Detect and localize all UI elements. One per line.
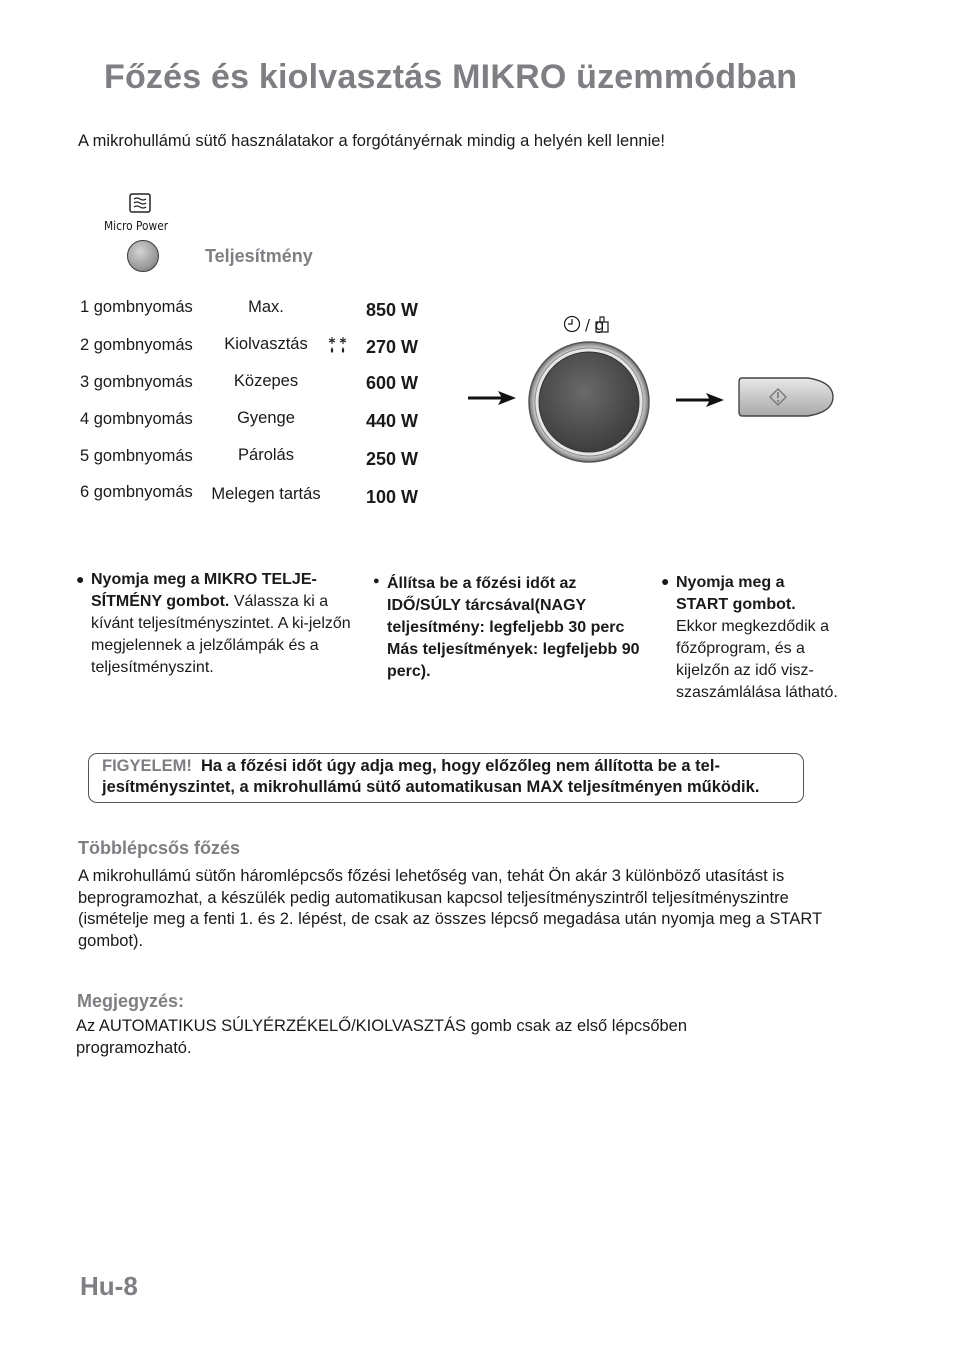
start-button[interactable] (738, 374, 834, 420)
power-mode: Közepes (233, 372, 299, 390)
micro-power-button[interactable] (127, 240, 159, 272)
power-watt: 100 W (366, 487, 419, 507)
press-count: 2 gombnyomás (80, 336, 193, 354)
step-1-bold: Nyomja meg a MIKRO TELJE-SÍTMÉNY gombot. (91, 571, 317, 610)
power-watt: 600 W (366, 373, 419, 393)
power-mode: Kiolvasztás (224, 335, 308, 353)
arrow-right-icon (676, 393, 724, 407)
note-heading: Megjegyzés: (77, 991, 185, 1011)
power-mode: Párolás (238, 446, 294, 464)
page-title: Főzés és kiolvasztás MIKRO üzemmódban (104, 58, 798, 96)
press-count: 6 gombnyomás (80, 483, 193, 501)
press-count: 4 gombnyomás (80, 410, 193, 428)
microwave-waves-icon (129, 193, 151, 213)
bullet: ● (373, 575, 380, 587)
power-mode: Gyenge (237, 409, 295, 427)
multistage-heading: Többlépcsős főzés (78, 838, 241, 858)
step-3-bold: Nyomja meg a START gombot. (676, 574, 796, 613)
step-1-text: Válassza ki a kívánt teljesítményszintet. A ki-jelzőn megjelennek a jelzőlámpák és a teljesítményszint. (91, 593, 351, 676)
step-2 (387, 573, 652, 683)
power-watt: 440 W (366, 411, 419, 431)
power-mode: Max. (248, 298, 284, 316)
step-1 (91, 569, 361, 679)
arrow-right-icon (468, 391, 516, 405)
time-weight-dial[interactable] (528, 341, 650, 463)
warning-body: Ha a főzési időt úgy adja meg, hogy előzőleg nem állította be a tel-jesítményszintet, a mikrohullámú sütő automatikusan MAX teljesítményen működik. (102, 757, 760, 796)
press-count: 1 gombnyomás (80, 298, 193, 316)
power-watt: 850 W (366, 300, 419, 320)
bullet: ● (661, 573, 670, 589)
bullet: ● (76, 571, 85, 587)
micro-power-label: Micro Power (104, 218, 169, 233)
page-number: Hu-8 (80, 1271, 138, 1301)
step-3 (676, 572, 841, 704)
warning-text (102, 756, 806, 798)
intro-text: A mikrohullámú sütő használatakor a forgótányérnak mindig a helyén kell lennie! (78, 132, 665, 150)
dial-symbol-text: / g (585, 316, 605, 334)
press-count: 3 gombnyomás (80, 373, 193, 391)
power-watt: 250 W (366, 449, 419, 469)
step-3-text: Ekkor megkezdődik a főzőprogram, és a kijelzőn az idő visz-szaszámlálása látható. (676, 618, 838, 701)
defrost-icon (327, 336, 349, 356)
power-mode: Melegen tartás (211, 485, 321, 503)
press-count: 5 gombnyomás (80, 447, 193, 465)
power-watt: 270 W (366, 337, 419, 357)
warning-label: FIGYELEM! (102, 757, 192, 775)
power-header: Teljesítmény (205, 246, 313, 266)
multistage-text: A mikrohullámú sütőn háromlépcsős főzési lehetőség van, tehát Ön akár 3 különböző utasítást is beprogramozhat, a készülék pedig automatikusan kapcsol teljesítményszintről teljesítményszintre (ismételje meg a fenti 1. és 2. lépést, de csak az összes lépcső megadása után nyomja meg a START gombot). (78, 867, 822, 950)
note-text: Az AUTOMATIKUS SÚLYÉRZÉKELŐ/KIOLVASZTÁS gomb csak az első lépcsőben programozható. (76, 1017, 688, 1057)
step-2-bold: Állítsa be a főzési időt az IDŐ/SÚLY tárcsával(NAGY teljesítmény: legfeljebb 30 perc Más teljesítmények: legfeljebb 90 perc). (387, 575, 640, 680)
